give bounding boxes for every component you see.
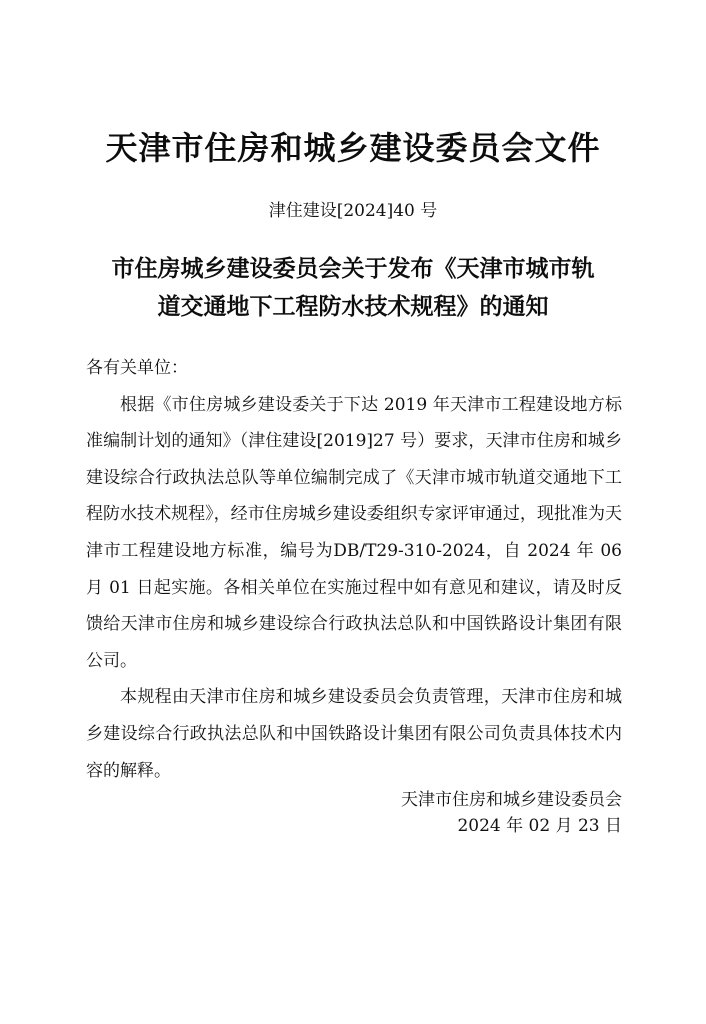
- notice-body: [86, 350, 622, 789]
- notice-title-line-1: 市住房城乡建设委员会关于发布《天津市城市轨: [111, 256, 595, 282]
- document-header-title: 天津市住房和城乡建设委员会文件: [105, 129, 601, 167]
- signature-organization: 天津市住房和城乡建设委员会: [401, 790, 622, 810]
- notice-title: [60, 250, 646, 326]
- body-paragraph-1: 根据《市住房城乡建设委关于下达 2019 年天津市工程建设地方标准编制计划的通知》（津住建设[2019]27 号）要求，天津市住房和城乡建设综合行政执法总队等单位编制完成了《天津市城市轨道交通地下工程防水技术规程》，经市住房城乡建设委组织专家评审通过，现批准为天津市工程建设地方标准，编号为DB/T29-310-2024，自 2024 年 06 月 01 日起实施。各相关单位在实施过程中如有意见和建议，请及时反馈给天津市住房和城乡建设综合行政执法总队和中国铁路设计集团有限公司。: [86, 394, 622, 671]
- signature-date: 2024 年 02 月 23 日: [457, 816, 622, 836]
- salutation: 各有关单位：: [86, 358, 188, 378]
- body-paragraph-2: 本规程由天津市住房和城乡建设委员会负责管理，天津市住房和城乡建设综合行政执法总队和中国铁路设计集团有限公司负责具体技术内容的解释。: [86, 687, 622, 781]
- notice-title-line-2: 道交通地下工程防水技术规程》的通知: [157, 294, 549, 320]
- document-number: 津住建设[2024]40 号: [268, 201, 438, 221]
- signature-block: [300, 787, 622, 839]
